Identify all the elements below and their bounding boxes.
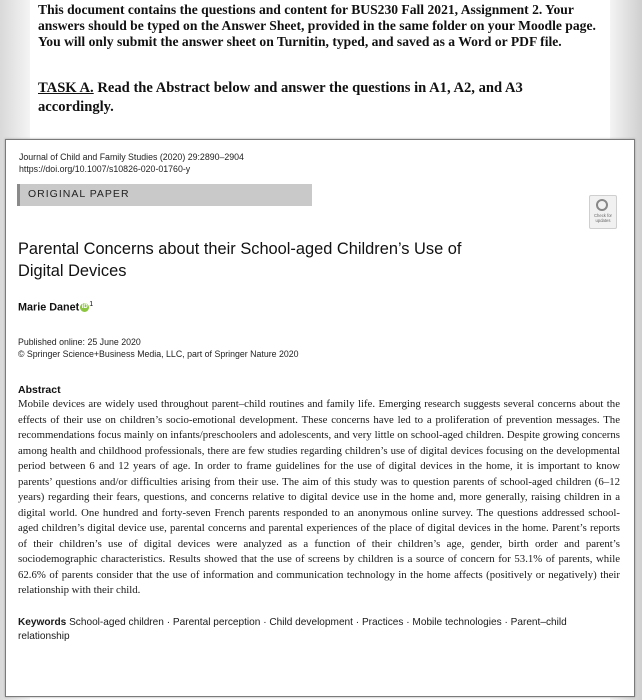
keywords-text: School-aged children · Parental perception · Child development · Practices · Mobile technologies · Parent–child relationship — [18, 617, 567, 642]
task-text: Read the Abstract below and answer the questions in A1, A2, and A3 accordingly. — [38, 80, 523, 115]
journal-line: Journal of Child and Family Studies (2020) 29:2890–2904 — [19, 152, 244, 162]
check-updates-icon — [596, 199, 608, 211]
keywords-line — [18, 616, 620, 644]
publication-info — [18, 336, 299, 360]
task-heading — [38, 79, 598, 117]
task-label: TASK A. — [38, 80, 94, 96]
assignment-instructions: This document contains the questions and content for BUS230 Fall 2021, Assignment 2. Your answers should be typed on the Answer Sheet, provided in the same folder on your Moodle page. You will only submit the answer sheet on Turnitin, typed, and saved as a Word or PDF file. — [38, 2, 596, 49]
article-type-banner — [17, 184, 312, 206]
orcid-icon[interactable]: iD — [81, 304, 88, 311]
published-online: Published online: 25 June 2020 — [18, 337, 141, 347]
keywords-label: Keywords — [18, 617, 67, 628]
doi-link[interactable]: https://doi.org/10.1007/s10826-020-01760-y — [19, 164, 191, 174]
journal-citation — [19, 151, 244, 175]
abstract-text: Mobile devices are widely used throughout parent–child routines and family life. Emerging research suggests several concerns about the effects of their use on children’s socio-emotional development. These concerns have led to a proliferation of prevention messages. The recommendations focus mainly on infants/preschoolers and adolescents, and very little on school-aged children. Despite growing concerns among health and childhood professionals, there are few studies regarding children’s use of digital devices focusing on the developmental period between 6 and 12 years of age. In order to frame guidelines for the use of digital devices in the home, it is important to know parents’ questions and/or difficulties arising from their use. The aim of this study was to question parents of school-aged children (6–12 years) regarding their fears, questions, and concerns relative to digital device use in the home and, more generally, raising children in a digital world. One hundred and forty-seven French parents responded to an anonymous online survey. The questions addressed school-aged children’s digital device use, parental concerns and parental experiences of the place of digital devices in the home. Parent’s reports of their children’s use of digital devices were analyzed as a function of their children’s age, gender, birth order and parent’s sociodemographic characteristics. Results showed that the use of screens by children is a source of concern for 53.1% of parents, while 62.6% of parents consider that the use of information and communication technology in the home affects (positively or negatively) their relationship with their child. — [18, 398, 620, 596]
abstract-heading: Abstract — [18, 384, 61, 396]
author-name: Marie Danet — [18, 301, 80, 314]
check-for-updates-badge[interactable] — [589, 195, 617, 229]
check-updates-label: Check for updates — [594, 213, 612, 223]
author-affiliation-marker: 1 — [89, 301, 94, 308]
paper-title: Parental Concerns about their School-aged Children’s Use of Digital Devices — [18, 240, 462, 280]
article-type-label: ORIGINAL PAPER — [28, 188, 130, 200]
copyright-line: © Springer Science+Business Media, LLC, part of Springer Nature 2020 — [18, 349, 299, 359]
author-line — [18, 301, 93, 314]
paper-excerpt — [5, 139, 635, 697]
